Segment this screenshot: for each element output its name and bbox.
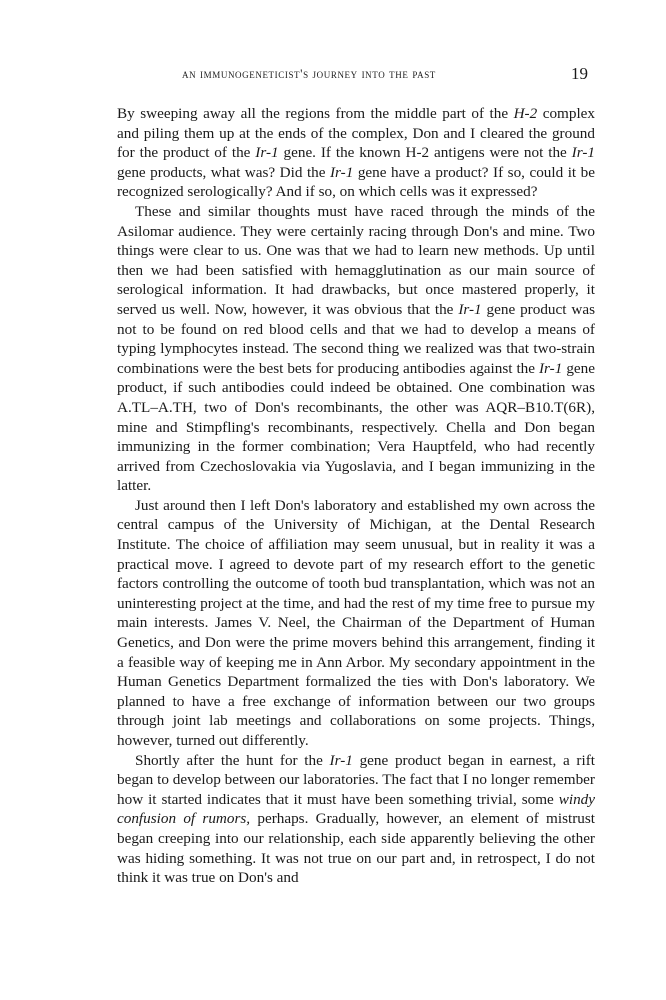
text-run: gene product began in earnest, a rift began to develop between our laboratories. The fact that I no longer remember how it started indicates that it must have been something trivial, some	[117, 751, 595, 808]
text-run: By sweeping away all the regions from the middle part of the	[117, 105, 514, 122]
italic-text: Ir-1	[329, 751, 353, 769]
running-head	[120, 64, 600, 86]
text-run: Just around then I left Don's laboratory and established my own across the central campus of the University of Michigan, at the Dental Research Institute. The choice of affiliation may seem unusual, but in reality it was a practical move. I agreed to devote part of my research effort to the genetic factors controlling the outcome of tooth bud transplantation, which was not an uninteresting project at the time, and had the rest of my time free to pursue my main interests. James V. Neel, the Chairman of the Department of Human Genetics, and Don were the prime movers behind this arrangement, finding it a feasible way of keeping me in Ann Arbor. My secondary appointment in the Human Genetics Department formalized the ties with Don's laboratory. We planned to have a free exchange of information between our two groups through joint lab meetings and collaborations on some projects. Things, however, turned out differently.	[117, 496, 595, 749]
italic-text: Ir-1	[458, 300, 482, 318]
body-text	[117, 104, 595, 888]
text-run: complex and piling them up at the ends of the complex, Don and I cleared the ground for the product of the	[117, 105, 595, 162]
italic-text: Ir-1	[255, 144, 279, 162]
italic-text: Ir-1	[330, 163, 354, 181]
italic-text: H-2	[513, 105, 538, 122]
paragraph	[117, 104, 595, 202]
italic-text: Ir-1	[539, 359, 563, 377]
text-run: Shortly after the hunt for the	[135, 751, 330, 769]
italic-text: Ir-1	[571, 144, 595, 162]
paragraph	[117, 751, 595, 888]
text-run: gene. If the known H-2 antigens were not the	[278, 144, 572, 162]
paragraph	[117, 202, 595, 496]
text-run: gene product, if such antibodies could indeed be obtained. One combination was A.TL–A.TH, two of Don's recombinants, the other was AQR–B10.T(6R), mine and Stimpfling's recombinants, respectively. Chella and Don began immunizing in the former combination; Vera Hauptfeld, who had recently arrived from Czechoslovakia via Yugoslavia, and I began immunizing in the latter.	[117, 359, 595, 495]
text-run: gene product was not to be found on red blood cells and that we had to develop a means of typing lymphocytes instead. The second thing we realized was that two-strain combinations were the best bets for producing antibodies against the	[117, 300, 595, 377]
running-title: an immunogeneticist's journey into the past	[182, 66, 436, 81]
text-run: perhaps. Gradually, however, an element of mistrust began creeping into our relationship, each side apparently believing the other was hiding something. It was not true on our part and, in retrospect, I do not think it was true on Don's and	[117, 810, 595, 887]
text-run: gene products, what was? Did the	[117, 163, 330, 181]
text-run: These and similar thoughts must have raced through the minds of the Asilomar audience. They were certainly racing through Don's and mine. Two things were clear to us. One was that we had to learn new methods. Up until then we had been satisfied with hemagglutination as our main source of serological information. It had drawbacks, but once mastered properly, it served us well. Now, however, it was obvious that the	[117, 202, 595, 318]
paragraph	[117, 496, 595, 751]
page-number: 19	[571, 64, 588, 83]
italic-text: windy confusion of rumors,	[117, 790, 595, 828]
text-run: gene have a product? If so, could it be recognized serologically? And if so, on which cells was it expressed?	[117, 163, 595, 201]
